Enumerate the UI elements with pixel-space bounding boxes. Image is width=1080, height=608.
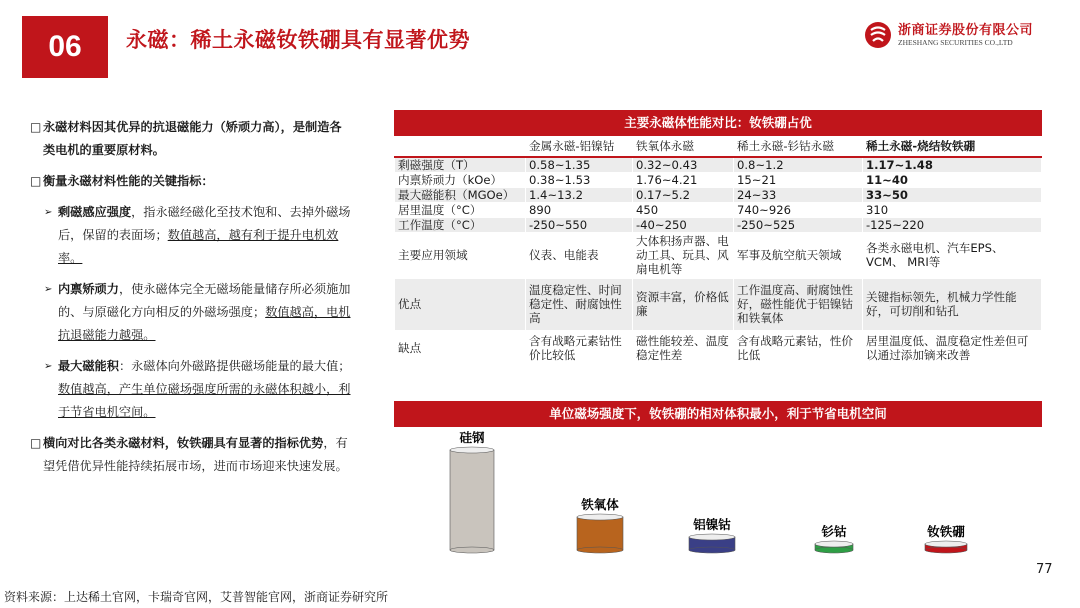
arrow-right-icon: ➢ xyxy=(44,284,53,295)
table-cell: 11~40 xyxy=(863,172,1042,187)
table-cell: 工作温度高、耐腐蚀性好，磁性能优于铝镍钴和铁氧体 xyxy=(734,278,863,330)
page-number: 77 xyxy=(1036,562,1053,577)
table-cell: 0.38~1.53 xyxy=(526,172,633,187)
table-cell: 大体积扬声器、电动工具、玩具、风扇电机等 xyxy=(633,232,734,278)
left-text-column xyxy=(30,116,352,486)
bar-label: 铝镍钴 xyxy=(693,517,731,532)
sub-bullet-3 xyxy=(44,355,352,424)
cylinder-top xyxy=(450,447,494,453)
sub-3-term: 最大磁能积 xyxy=(58,359,119,373)
bar-铁氧体 xyxy=(577,497,623,553)
row-label-cell: 居里温度（°C） xyxy=(395,202,526,217)
table-cell: 1.4~13.2 xyxy=(526,187,633,202)
bullet-2-text: 衡量永磁材料性能的关键指标： xyxy=(43,174,214,188)
table-row xyxy=(395,187,1042,202)
bar-label: 铁氧体 xyxy=(581,497,619,512)
table-cell: 1.76~4.21 xyxy=(633,172,734,187)
table-cell: -125~220 xyxy=(863,217,1042,232)
sub-2-term: 内禀矫顽力 xyxy=(58,282,119,296)
cylinder-body xyxy=(450,450,494,550)
table-row xyxy=(395,217,1042,232)
row-label-cell: 缺点 xyxy=(395,330,526,366)
table-cell: 仪表、电能表 xyxy=(526,232,633,278)
table-cell: -250~550 xyxy=(526,217,633,232)
sub-bullet-1 xyxy=(44,201,352,270)
cylinder-top xyxy=(925,541,967,547)
bullet-1-text: 永磁材料因其优异的抗退磁能力（矫顽力高），是制造各类电机的重要原材料。 xyxy=(43,120,342,157)
arrow-right-icon: ➢ xyxy=(44,207,53,218)
table-header-cell: 稀土永磁-钐钴永磁 xyxy=(734,137,863,157)
table-cell: 33~50 xyxy=(863,187,1042,202)
row-label-cell: 内禀矫顽力（kOe） xyxy=(395,172,526,187)
bar-钕铁硼 xyxy=(925,524,967,553)
table-cell: 0.17~5.2 xyxy=(633,187,734,202)
sub-1-term: 剩磁感应强度 xyxy=(58,205,132,219)
sub-2-text: ，使永磁体完全无磁场能量储存所必须施加的、与原磁化方向相反的外磁场强度； xyxy=(58,282,351,319)
cylinder-bottom xyxy=(450,547,494,553)
sub-1-text: ，指永磁经磁化至技术饱和、去掉外磁场后，保留的表面场； xyxy=(58,205,351,242)
comparison-table xyxy=(394,136,1042,367)
table-header-cell xyxy=(395,137,526,157)
row-label-cell: 最大磁能积（MGOe） xyxy=(395,187,526,202)
volume-chart xyxy=(430,428,1030,558)
table-cell: 15~21 xyxy=(734,172,863,187)
table-cell: 0.58~1.35 xyxy=(526,157,633,173)
table-cell: 含有战略元素钴性价比较低 xyxy=(526,330,633,366)
table-row xyxy=(395,172,1042,187)
bar-label: 钕铁硼 xyxy=(927,524,965,539)
table-cell: 温度稳定性、时间稳定性、耐腐蚀性高 xyxy=(526,278,633,330)
table-cell: 310 xyxy=(863,202,1042,217)
table-header-cell: 稀土永磁-烧结钕铁硼 xyxy=(863,137,1042,157)
table-cell: 0.8~1.2 xyxy=(734,157,863,173)
bar-硅钢 xyxy=(450,430,494,553)
table-row xyxy=(395,202,1042,217)
source-note: 资料来源：上达稀土官网，卡瑞奇官网，艾普智能官网，浙商证券研究所 xyxy=(4,590,389,604)
row-label-cell: 主要应用领域 xyxy=(395,232,526,278)
logo-text-cn: 浙商证券股份有限公司 xyxy=(898,22,1034,38)
bar-铝镍钴 xyxy=(689,517,735,553)
table-header-cell: 金属永磁-铝镍钴 xyxy=(526,137,633,157)
table-cell: -250~525 xyxy=(734,217,863,232)
bullet-3 xyxy=(30,432,352,478)
bullet-1 xyxy=(30,116,352,162)
cylinder-top xyxy=(689,534,735,540)
table-cell: 含有战略元素钴，性价比低 xyxy=(734,330,863,366)
page-title: 永磁：稀土永磁钕铁硼具有显著优势 xyxy=(126,28,470,52)
bullet-2 xyxy=(30,170,352,193)
table-cell: 磁性能较差、温度稳定性差 xyxy=(633,330,734,366)
table-cell: 24~33 xyxy=(734,187,863,202)
table-title: 主要永磁体性能对比：钕铁硼占优 xyxy=(394,110,1042,136)
volume-chart-svg xyxy=(430,428,1030,558)
cylinder-bottom xyxy=(689,547,735,553)
checkbox-square-icon: □ xyxy=(30,174,42,188)
table-cell: 740~926 xyxy=(734,202,863,217)
sub-2-underline: 数值越高，电机抗退磁能力越强。 xyxy=(58,305,351,342)
comparison-table-block xyxy=(394,110,1042,367)
cylinder-body xyxy=(577,517,623,550)
cylinder-bottom xyxy=(815,547,853,553)
table-header-row xyxy=(395,137,1042,157)
table-cell: 890 xyxy=(526,202,633,217)
table-cell: 450 xyxy=(633,202,734,217)
cylinder-top xyxy=(577,514,623,520)
cylinder-top xyxy=(815,541,853,547)
table-cell: 各类永磁电机、汽车EPS、VCM、 MRI等 xyxy=(863,232,1042,278)
company-logo xyxy=(864,18,1064,52)
row-label-cell: 工作温度（°C） xyxy=(395,217,526,232)
table-cell: 资源丰富，价格低廉 xyxy=(633,278,734,330)
sub-bullet-2 xyxy=(44,278,352,347)
table-cell: 军事及航空航天领域 xyxy=(734,232,863,278)
table-cell: 1.17~1.48 xyxy=(863,157,1042,173)
table-cell: 0.32~0.43 xyxy=(633,157,734,173)
sub-1-underline: 数值越高，越有利于提升电机效率。 xyxy=(58,228,339,265)
row-label-cell: 优点 xyxy=(395,278,526,330)
table-row xyxy=(395,278,1042,330)
chart-title: 单位磁场强度下，钕铁硼的相对体积最小，利于节省电机空间 xyxy=(394,401,1042,427)
arrow-right-icon: ➢ xyxy=(44,361,53,372)
row-label-cell: 剩磁强度（T） xyxy=(395,157,526,173)
table-header-cell: 铁氧体永磁 xyxy=(633,137,734,157)
cylinder-bottom xyxy=(577,547,623,553)
checkbox-square-icon: □ xyxy=(30,120,42,134)
table-row xyxy=(395,157,1042,173)
section-number: 06 xyxy=(22,16,108,78)
bullet-3-text: ，有望凭借优异性能持续拓展市场，进而市场迎来快速发展。 xyxy=(43,436,348,473)
checkbox-square-icon: □ xyxy=(30,436,42,450)
zheshang-logo-icon xyxy=(864,21,892,49)
logo-text-en: ZHESHANG SECURITIES CO.,LTD xyxy=(898,37,1013,47)
bullet-3-bold: 横向对比各类永磁材料，钕铁硼具有显著的指标优势 xyxy=(43,436,324,450)
table-cell: -40~250 xyxy=(633,217,734,232)
bar-label: 硅钢 xyxy=(459,430,485,445)
table-cell: 居里温度低、温度稳定性差但可以通过添加镝来改善 xyxy=(863,330,1042,366)
cylinder-bottom xyxy=(925,547,967,553)
sub-3-text: ：永磁体向外磁路提供磁场能量的最大值； xyxy=(118,359,351,373)
table-cell: 关键指标领先，机械力学性能好，可切削和钻孔 xyxy=(863,278,1042,330)
sub-3-underline: 数值越高，产生单位磁场强度所需的永磁体积越小，利于节省电机空间。 xyxy=(58,382,351,419)
bar-钐钴 xyxy=(815,524,853,553)
bar-label: 钐钴 xyxy=(821,524,847,539)
table-row xyxy=(395,330,1042,366)
table-row xyxy=(395,232,1042,278)
